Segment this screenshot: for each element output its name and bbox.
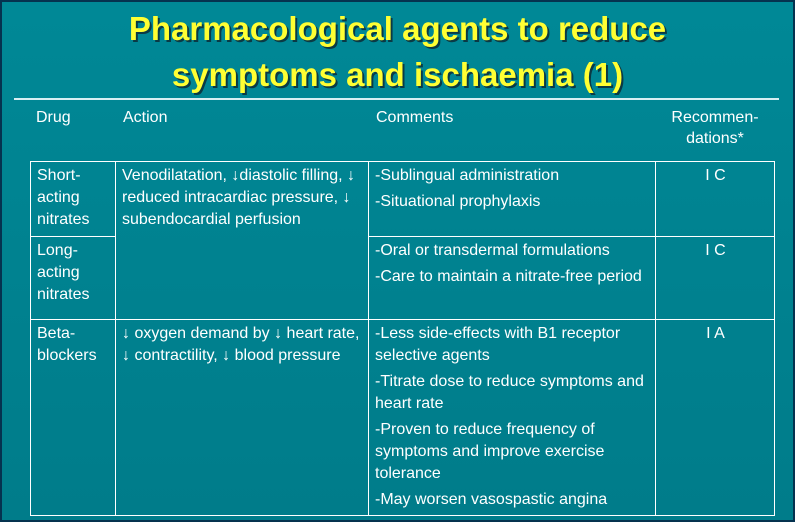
- header-recommendations-line1: Recommen-: [671, 109, 759, 126]
- comment-item: -Care to maintain a nitrate-free period: [375, 268, 642, 285]
- header-recommendations: [656, 107, 774, 149]
- comment-item: -May worsen vasospastic angina: [375, 491, 608, 508]
- drug-table: [30, 161, 775, 516]
- drug-cell: Short- acting nitrates: [31, 162, 116, 237]
- action-cell: Venodilatation, ↓diastolic filling, ↓ reduced intracardiac pressure, ↓ subendocardial perfusion: [116, 162, 369, 320]
- recommendation-cell: I A: [656, 320, 775, 516]
- table-row: [31, 162, 775, 237]
- header-drug: Drug: [36, 109, 71, 126]
- comment-item: -Sublingual administration: [375, 167, 560, 184]
- comments-cell: [369, 237, 656, 320]
- header-recommendations-line2: dations*: [686, 130, 744, 147]
- table-row: [31, 320, 775, 516]
- title-divider: [14, 98, 779, 100]
- comment-item: -Oral or transdermal formulations: [375, 242, 610, 259]
- title-line-2: symptoms and ischaemia (1): [171, 56, 624, 93]
- drug-cell: Long- acting nitrates: [31, 237, 116, 320]
- header-comments: Comments: [376, 109, 454, 126]
- recommendation-cell: I C: [656, 237, 775, 320]
- drug-cell: Beta- blockers: [31, 320, 116, 516]
- comment-item: -Less side-effects with B1 receptor selective agents: [375, 325, 621, 364]
- comment-item: -Titrate dose to reduce symptoms and heart rate: [375, 373, 644, 412]
- comments-cell: [369, 162, 656, 237]
- comment-item: -Situational prophylaxis: [375, 193, 541, 210]
- header-action: Action: [123, 109, 168, 126]
- slide-title: [0, 6, 795, 98]
- comments-cell: [369, 320, 656, 516]
- action-cell: ↓ oxygen demand by ↓ heart rate, ↓ contractility, ↓ blood pressure: [116, 320, 369, 516]
- comment-item: -Proven to reduce frequency of symptoms and improve exercise tolerance: [375, 421, 605, 482]
- title-line-1: Pharmacological agents to reduce: [128, 10, 667, 47]
- recommendation-cell: I C: [656, 162, 775, 237]
